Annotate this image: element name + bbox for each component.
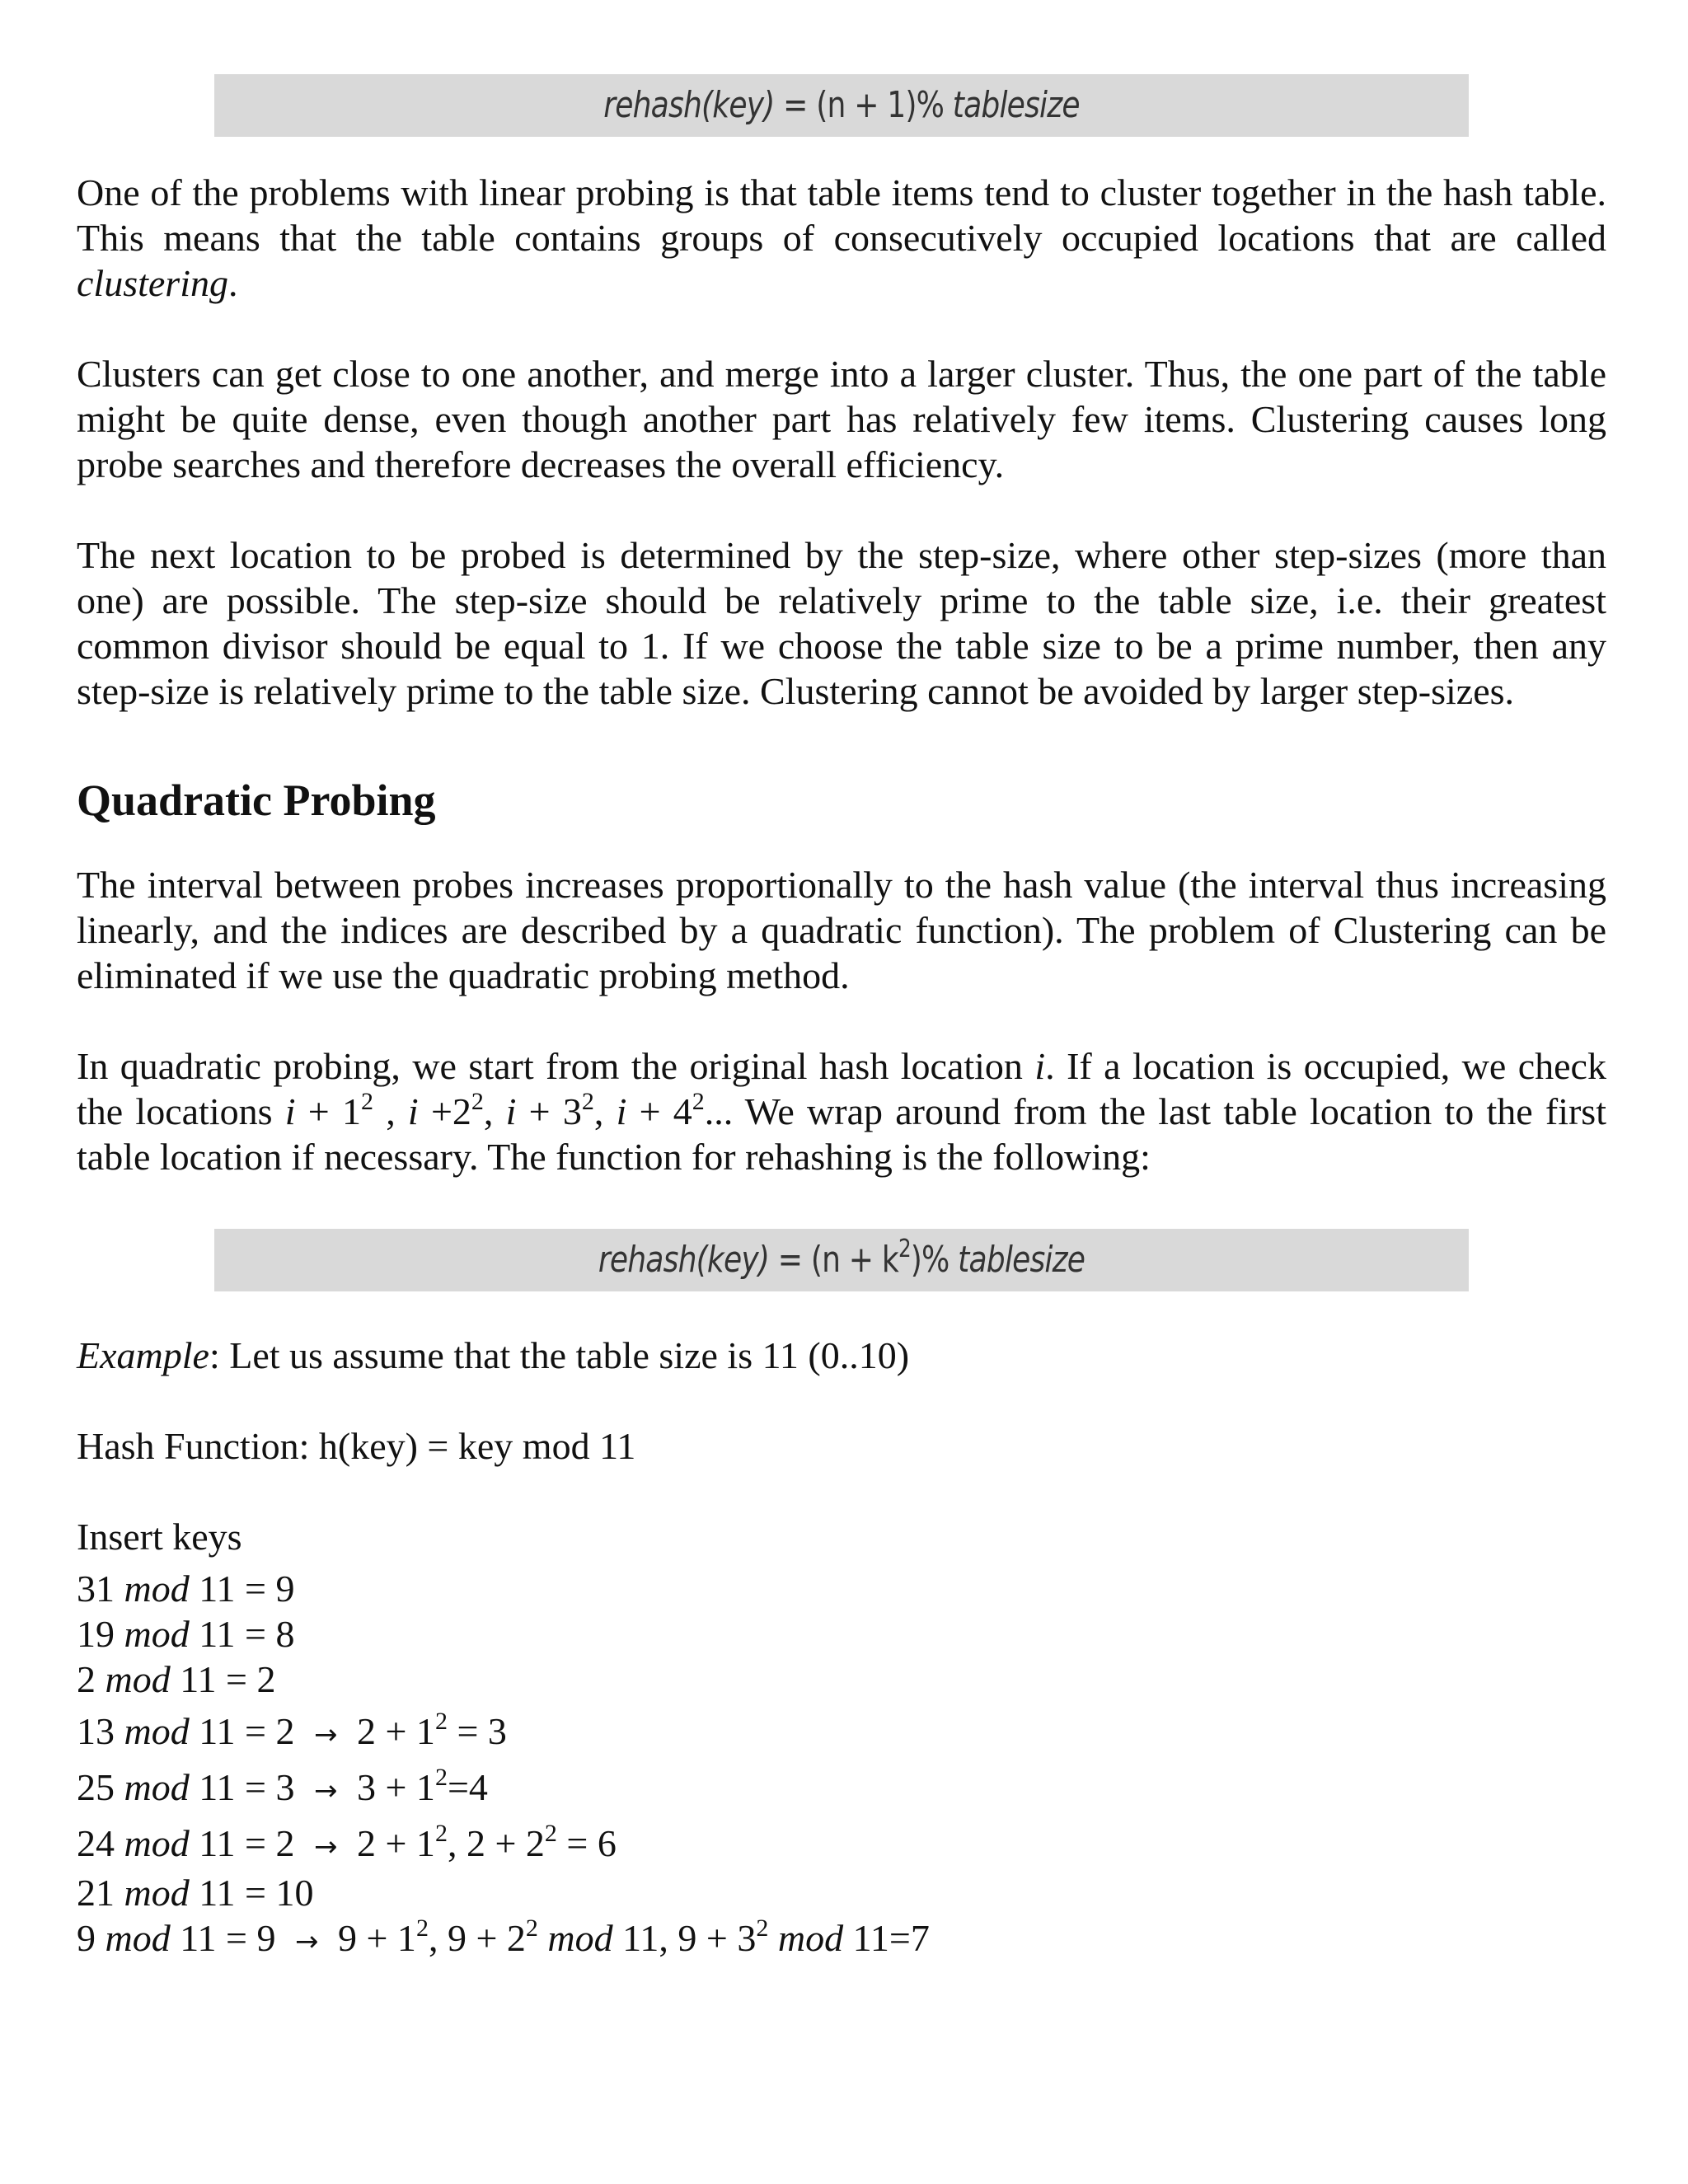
superscript: 2: [581, 1088, 594, 1115]
formula-close: ): [910, 1239, 922, 1281]
superscript: 2: [434, 1764, 448, 1791]
text: ,: [483, 1090, 506, 1132]
text: ,: [373, 1090, 408, 1132]
mod-op: mod: [124, 1710, 190, 1752]
mod-op: mod: [777, 1917, 844, 1959]
text: ... We wrap around from the last table location to the first table location if necessary. The function for rehashing is the following:: [77, 1090, 1606, 1178]
mod-op: mod: [124, 1872, 190, 1914]
emphasis-clustering: clustering: [77, 262, 228, 304]
superscript: 2: [756, 1915, 769, 1942]
formula-var: tablesize: [952, 84, 1080, 126]
text: + 1: [295, 1090, 361, 1132]
hash-function-line: Hash Function: h(key) = key mod 11: [77, 1425, 636, 1467]
formula-mod: %: [921, 1239, 950, 1281]
text: 11 = 9: [189, 1568, 295, 1610]
calc-line: [77, 1765, 1606, 1814]
paragraph-text: One of the problems with linear probing is that table items tend to cluster together in the hash table. This means that the table contains groups of consecutively occupied locations that are called: [77, 171, 1606, 259]
text: . If a location is occupied, we check the locations: [77, 1045, 1606, 1132]
text: 11 = 2: [189, 1710, 304, 1752]
superscript: 2: [898, 1235, 911, 1263]
var-i: i: [616, 1090, 627, 1132]
text: 31: [77, 1568, 124, 1610]
text: + 3: [516, 1090, 582, 1132]
formula-lhs: rehash(key): [598, 1239, 770, 1281]
text: , 2 + 2: [447, 1822, 545, 1864]
arrow-icon: →: [294, 1925, 319, 1958]
superscript: 2: [434, 1708, 448, 1735]
rehash-quadratic-formula: [214, 1229, 1469, 1291]
section-heading-quadratic-probing: Quadratic Probing: [77, 776, 436, 825]
superscript: 2: [471, 1088, 484, 1115]
var-i: i: [1034, 1045, 1046, 1087]
paragraph-step-size: The next location to be probed is determined by the step-size, where other step-sizes (more than one) are possible. The step-size should be relatively prime to the table size, i.e. their greatest common divisor should be equal to 1. If we choose the table size to be a prime number, then any step-size is relatively prime to the table size. Clustering cannot be avoided by larger step-sizes.: [77, 534, 1606, 712]
superscript: 2: [692, 1088, 705, 1115]
var-i: i: [284, 1090, 296, 1132]
text: [768, 1917, 778, 1959]
text: 11 = 3: [189, 1766, 304, 1808]
mod-op: mod: [124, 1822, 190, 1864]
text: 11 = 8: [189, 1613, 295, 1655]
rehash-linear-formula: [214, 74, 1469, 137]
text: 2 + 1: [347, 1822, 435, 1864]
calc-line: [77, 1566, 1606, 1611]
text: 2 + 1: [347, 1710, 435, 1752]
text: 11, 9 + 3: [612, 1917, 757, 1959]
superscript: 2: [415, 1915, 429, 1942]
mod-op: mod: [547, 1917, 613, 1959]
text: , 9 + 2: [428, 1917, 526, 1959]
text: 13: [77, 1710, 124, 1752]
var-i: i: [505, 1090, 517, 1132]
text: In quadratic probing, we start from the original hash location: [77, 1045, 1035, 1087]
paragraph-end: .: [227, 262, 238, 304]
text: +2: [418, 1090, 471, 1132]
text: [538, 1917, 548, 1959]
paragraph-quadratic-interval: The interval between probes increases proportionally to the hash value (the interval thus increasing linearly, and the indices are described by a quadratic function). The problem of Clustering can be eliminated if we use the quadratic probing method.: [77, 864, 1606, 996]
superscript: 2: [525, 1915, 538, 1942]
formula-eq: =: [777, 1239, 803, 1281]
var-i: i: [407, 1090, 419, 1132]
calculation-list: [77, 1566, 1606, 1965]
text: ,: [593, 1090, 617, 1132]
text: 9 + 1: [328, 1917, 416, 1959]
text: + 4: [626, 1090, 692, 1132]
text: 24: [77, 1822, 124, 1864]
formula-var: tablesize: [958, 1239, 1085, 1281]
example-label: Example: [77, 1334, 209, 1376]
calc-line: [77, 1611, 1606, 1657]
text: = 6: [556, 1822, 617, 1864]
document-page: [77, 74, 1606, 1965]
text: 11 = 10: [189, 1872, 314, 1914]
text: 2: [77, 1658, 106, 1700]
superscript: 2: [544, 1820, 557, 1847]
text: 11 = 2: [189, 1822, 304, 1864]
calc-line: [77, 1657, 1606, 1702]
text: 11 = 9: [170, 1917, 285, 1959]
text: 11 = 2: [170, 1658, 276, 1700]
text: 3 + 1: [347, 1766, 435, 1808]
formula-lhs: rehash(key): [603, 84, 775, 126]
calc-line: [77, 1915, 1606, 1965]
mod-op: mod: [105, 1917, 171, 1959]
text: 9: [77, 1917, 106, 1959]
arrow-icon: →: [313, 1718, 338, 1751]
calc-line: [77, 1870, 1606, 1915]
formula-mod: %: [916, 84, 945, 126]
formula-rhs: (n + k: [810, 1239, 898, 1281]
text: 19: [77, 1613, 124, 1655]
paragraph-clustering-intro: [77, 170, 1606, 306]
insert-keys-label: Insert keys: [77, 1516, 242, 1558]
example-line: [77, 1333, 1606, 1378]
mod-op: mod: [124, 1568, 190, 1610]
calc-line: [77, 1708, 1606, 1758]
text: = 3: [447, 1710, 507, 1752]
text: 11=7: [843, 1917, 930, 1959]
superscript: 2: [360, 1088, 373, 1115]
arrow-icon: →: [313, 1830, 338, 1863]
text: 25: [77, 1766, 124, 1808]
mod-op: mod: [124, 1613, 190, 1655]
arrow-icon: →: [313, 1774, 338, 1807]
formula-eq: =: [783, 84, 808, 126]
formula-rhs: (n + 1): [816, 84, 917, 126]
paragraph-quadratic-locations: [77, 1043, 1606, 1179]
text: =4: [447, 1766, 488, 1808]
paragraph-clusters-merge: Clusters can get close to one another, and merge into a larger cluster. Thus, the one part of the table might be quite dense, even though another part has relatively few items. Clustering causes long probe searches and therefore decreases the overall efficiency.: [77, 353, 1606, 485]
mod-op: mod: [124, 1766, 190, 1808]
mod-op: mod: [105, 1658, 171, 1700]
example-text: : Let us assume that the table size is 11 (0..10): [209, 1334, 910, 1376]
text: 21: [77, 1872, 124, 1914]
calc-line: [77, 1821, 1606, 1870]
superscript: 2: [434, 1820, 448, 1847]
